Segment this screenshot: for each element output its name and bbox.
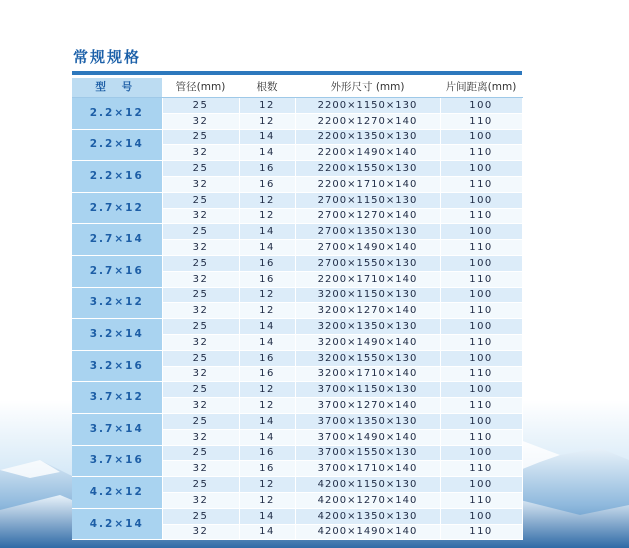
model-cell: 3.7×14 (72, 413, 162, 445)
fin-spacing-cell: 100 (440, 287, 522, 303)
dimensions-cell: 2200×1490×140 (295, 145, 440, 161)
header-fin-spacing: 片间距离(mm) (440, 78, 522, 98)
model-cell: 2.7×12 (72, 192, 162, 224)
pipe-diameter-cell: 32 (162, 461, 239, 477)
pipe-diameter-cell: 25 (162, 129, 239, 145)
tube-count-cell: 12 (239, 303, 295, 319)
pipe-diameter-cell: 32 (162, 176, 239, 192)
tube-count-cell: 14 (239, 224, 295, 240)
pipe-diameter-cell: 32 (162, 240, 239, 256)
dimensions-cell: 2700×1270×140 (295, 208, 440, 224)
fin-spacing-cell: 110 (440, 429, 522, 445)
pipe-diameter-cell: 32 (162, 492, 239, 508)
fin-spacing-cell: 100 (440, 98, 522, 114)
tube-count-cell: 16 (239, 350, 295, 366)
dimensions-cell: 2200×1710×140 (295, 271, 440, 287)
dimensions-cell: 2200×1270×140 (295, 113, 440, 129)
tube-count-cell: 12 (239, 382, 295, 398)
pipe-diameter-cell: 25 (162, 382, 239, 398)
tube-count-cell: 14 (239, 524, 295, 540)
model-cell: 3.2×12 (72, 287, 162, 319)
tube-count-cell: 14 (239, 334, 295, 350)
header-dimensions: 外形尺寸 (mm) (295, 78, 440, 98)
pipe-diameter-cell: 25 (162, 98, 239, 114)
pipe-diameter-cell: 32 (162, 429, 239, 445)
fin-spacing-cell: 100 (440, 508, 522, 524)
dimensions-cell: 4200×1150×130 (295, 477, 440, 493)
tube-count-cell: 14 (239, 413, 295, 429)
pipe-diameter-cell: 32 (162, 113, 239, 129)
table-row (72, 255, 522, 271)
table-row (72, 161, 522, 177)
dimensions-cell: 3200×1550×130 (295, 350, 440, 366)
fin-spacing-cell: 110 (440, 492, 522, 508)
model-cell: 4.2×12 (72, 477, 162, 509)
table-row (72, 98, 522, 114)
pipe-diameter-cell: 25 (162, 255, 239, 271)
pipe-diameter-cell: 32 (162, 524, 239, 540)
dimensions-cell: 2200×1150×130 (295, 98, 440, 114)
table-row (72, 319, 522, 335)
pipe-diameter-cell: 25 (162, 161, 239, 177)
tube-count-cell: 12 (239, 192, 295, 208)
fin-spacing-cell: 110 (440, 145, 522, 161)
title-divider (72, 71, 522, 75)
dimensions-cell: 3200×1150×130 (295, 287, 440, 303)
fin-spacing-cell: 110 (440, 113, 522, 129)
table-row (72, 224, 522, 240)
dimensions-cell: 3700×1490×140 (295, 429, 440, 445)
table-row (72, 129, 522, 145)
pipe-diameter-cell: 32 (162, 303, 239, 319)
dimensions-cell: 4200×1490×140 (295, 524, 440, 540)
model-cell: 2.7×16 (72, 255, 162, 287)
fin-spacing-cell: 110 (440, 176, 522, 192)
model-cell: 2.2×16 (72, 161, 162, 193)
model-cell: 3.7×16 (72, 445, 162, 477)
tube-count-cell: 14 (239, 319, 295, 335)
tube-count-cell: 12 (239, 287, 295, 303)
model-cell: 4.2×14 (72, 508, 162, 540)
tube-count-cell: 14 (239, 429, 295, 445)
dimensions-cell: 2200×1350×130 (295, 129, 440, 145)
pipe-diameter-cell: 32 (162, 271, 239, 287)
dimensions-cell: 2700×1550×130 (295, 255, 440, 271)
table-row (72, 413, 522, 429)
pipe-diameter-cell: 25 (162, 319, 239, 335)
pipe-diameter-cell: 32 (162, 398, 239, 414)
pipe-diameter-cell: 32 (162, 145, 239, 161)
table-row (72, 192, 522, 208)
dimensions-cell: 2200×1710×140 (295, 176, 440, 192)
dimensions-cell: 2200×1550×130 (295, 161, 440, 177)
tube-count-cell: 12 (239, 477, 295, 493)
model-cell: 3.2×14 (72, 319, 162, 351)
model-cell: 2.7×14 (72, 224, 162, 256)
dimensions-cell: 3700×1270×140 (295, 398, 440, 414)
tube-count-cell: 14 (239, 508, 295, 524)
header-model: 型 号 (72, 78, 162, 98)
table-row (72, 508, 522, 524)
fin-spacing-cell: 110 (440, 366, 522, 382)
dimensions-cell: 2700×1150×130 (295, 192, 440, 208)
fin-spacing-cell: 100 (440, 445, 522, 461)
fin-spacing-cell: 100 (440, 477, 522, 493)
dimensions-cell: 2700×1350×130 (295, 224, 440, 240)
tube-count-cell: 14 (239, 129, 295, 145)
pipe-diameter-cell: 25 (162, 287, 239, 303)
dimensions-cell: 3700×1350×130 (295, 413, 440, 429)
fin-spacing-cell: 110 (440, 524, 522, 540)
tube-count-cell: 14 (239, 240, 295, 256)
table-row (72, 445, 522, 461)
model-cell: 3.2×16 (72, 350, 162, 382)
pipe-diameter-cell: 25 (162, 445, 239, 461)
table-row (72, 287, 522, 303)
fin-spacing-cell: 100 (440, 129, 522, 145)
table-row (72, 477, 522, 493)
pipe-diameter-cell: 25 (162, 350, 239, 366)
pipe-diameter-cell: 25 (162, 413, 239, 429)
page-title: 常规规格 (73, 48, 142, 66)
pipe-diameter-cell: 32 (162, 366, 239, 382)
model-cell: 2.2×12 (72, 98, 162, 130)
fin-spacing-cell: 100 (440, 255, 522, 271)
tube-count-cell: 16 (239, 445, 295, 461)
tube-count-cell: 16 (239, 461, 295, 477)
spec-table (72, 78, 523, 540)
pipe-diameter-cell: 25 (162, 477, 239, 493)
tube-count-cell: 12 (239, 98, 295, 114)
tube-count-cell: 12 (239, 492, 295, 508)
fin-spacing-cell: 100 (440, 319, 522, 335)
model-cell: 3.7×12 (72, 382, 162, 414)
fin-spacing-cell: 100 (440, 382, 522, 398)
tube-count-cell: 16 (239, 366, 295, 382)
fin-spacing-cell: 110 (440, 334, 522, 350)
table-row (72, 382, 522, 398)
fin-spacing-cell: 100 (440, 224, 522, 240)
tube-count-cell: 16 (239, 271, 295, 287)
pipe-diameter-cell: 25 (162, 224, 239, 240)
tube-count-cell: 16 (239, 255, 295, 271)
fin-spacing-cell: 110 (440, 208, 522, 224)
dimensions-cell: 3200×1350×130 (295, 319, 440, 335)
dimensions-cell: 3700×1550×130 (295, 445, 440, 461)
header-pipe-diameter: 管径(mm) (162, 78, 239, 98)
fin-spacing-cell: 110 (440, 398, 522, 414)
tube-count-cell: 16 (239, 176, 295, 192)
dimensions-cell: 3200×1710×140 (295, 366, 440, 382)
tube-count-cell: 12 (239, 113, 295, 129)
fin-spacing-cell: 110 (440, 303, 522, 319)
table-body (72, 98, 522, 540)
pipe-diameter-cell: 32 (162, 334, 239, 350)
dimensions-cell: 3200×1270×140 (295, 303, 440, 319)
dimensions-cell: 3700×1710×140 (295, 461, 440, 477)
tube-count-cell: 12 (239, 398, 295, 414)
dimensions-cell: 3700×1150×130 (295, 382, 440, 398)
fin-spacing-cell: 100 (440, 350, 522, 366)
tube-count-cell: 14 (239, 145, 295, 161)
dimensions-cell: 2700×1490×140 (295, 240, 440, 256)
model-cell: 2.2×14 (72, 129, 162, 161)
dimensions-cell: 4200×1350×130 (295, 508, 440, 524)
tube-count-cell: 16 (239, 161, 295, 177)
fin-spacing-cell: 100 (440, 413, 522, 429)
dimensions-cell: 3200×1490×140 (295, 334, 440, 350)
pipe-diameter-cell: 25 (162, 508, 239, 524)
fin-spacing-cell: 110 (440, 240, 522, 256)
pipe-diameter-cell: 32 (162, 208, 239, 224)
fin-spacing-cell: 110 (440, 271, 522, 287)
table-header-row (72, 78, 522, 98)
dimensions-cell: 4200×1270×140 (295, 492, 440, 508)
header-tube-count: 根数 (239, 78, 295, 98)
fin-spacing-cell: 100 (440, 192, 522, 208)
table-row (72, 350, 522, 366)
fin-spacing-cell: 100 (440, 161, 522, 177)
fin-spacing-cell: 110 (440, 461, 522, 477)
tube-count-cell: 12 (239, 208, 295, 224)
pipe-diameter-cell: 25 (162, 192, 239, 208)
